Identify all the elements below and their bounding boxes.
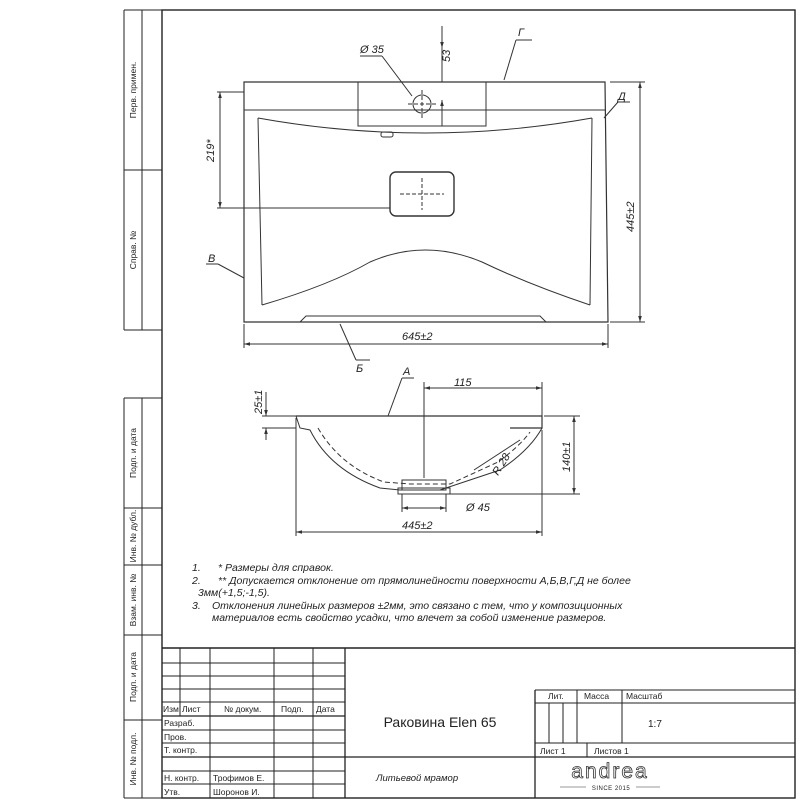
title-block-text xyxy=(163,691,662,797)
side-label-perv-primen: Перв. примен. xyxy=(128,61,138,119)
masshtab-label: Масштаб xyxy=(626,691,663,701)
massa-label: Масса xyxy=(584,691,610,701)
leader-g xyxy=(504,40,516,80)
note-2-num: 2. xyxy=(192,575,201,587)
basin-front-curve xyxy=(262,250,590,305)
side-label-inv-podl: Инв. № подл. xyxy=(128,732,138,786)
dim-25-label: 25±1 xyxy=(253,389,265,414)
lit-label: Лит. xyxy=(548,691,564,701)
dim-r28-label: R 28 xyxy=(490,451,513,478)
note-2-text-1: ** Допускается отклонение от прямолинейности поверхности А,Б,В,Г,Д не более xyxy=(218,575,631,587)
col-podp: Подп. xyxy=(281,704,304,714)
note-3-num: 3. xyxy=(192,600,201,612)
note-1-num: 1. xyxy=(192,562,201,574)
side-label-podp-data-2: Подп. и дата xyxy=(128,651,138,703)
material-label: Литьевой мрамор xyxy=(376,773,459,784)
row-razrab: Разраб. xyxy=(164,718,195,728)
list-label: Лист 1 xyxy=(540,746,566,756)
basin-left-wall xyxy=(258,118,262,305)
label-v: В xyxy=(208,253,216,265)
leader-v xyxy=(218,264,244,278)
side-label-inv-dubl: Инв. № дубл. xyxy=(128,509,138,563)
dim-hole-label: Ø 35 xyxy=(360,44,384,56)
listov-label: Листов 1 xyxy=(594,746,629,756)
label-a: А xyxy=(403,366,411,378)
top-view xyxy=(206,26,645,360)
dim-45-label: Ø 45 xyxy=(466,502,490,514)
scale-value: 1:7 xyxy=(648,719,662,730)
drawing-title: Раковина Elen 65 xyxy=(383,714,497,730)
dim-445-label: 445±2 xyxy=(625,201,637,232)
side-profile-outer xyxy=(296,416,542,490)
front-ledge xyxy=(300,316,546,322)
sheet-frame xyxy=(124,10,795,798)
basin-outline xyxy=(244,82,608,322)
col-data: Дата xyxy=(316,704,335,714)
leader-d xyxy=(604,102,618,118)
label-b: Б xyxy=(356,363,364,375)
col-izm: Изм. xyxy=(163,704,182,714)
col-dokum: № докум. xyxy=(224,704,262,714)
note-1-text: * Размеры для справок. xyxy=(218,562,334,574)
side-profile-top xyxy=(296,416,542,428)
dim-53-label: 53 xyxy=(441,49,453,62)
note-3-text-1: Отклонения линейных размеров ±2мм, это связано с тем, что у композиционных xyxy=(212,600,623,612)
side-label-sprav-no: Справ. № xyxy=(128,230,138,270)
dim-219-label: 219* xyxy=(205,139,217,162)
row-tkontr: Т. контр. xyxy=(164,745,198,755)
nkontr-name: Трофимов Е. xyxy=(213,773,265,783)
top-view-labels xyxy=(205,27,637,375)
label-d: Д xyxy=(618,91,626,103)
leader-hole xyxy=(382,56,412,96)
andrea-logo xyxy=(560,760,660,792)
col-list: Лист xyxy=(182,704,201,714)
logo-text: andrea xyxy=(571,760,649,783)
leader-a xyxy=(388,378,402,416)
basin-right-wall xyxy=(590,118,592,305)
note-3-text-2: материалов есть свойство усадки, что влечет за собой изменение размеров. xyxy=(212,612,607,624)
row-prov: Пров. xyxy=(164,732,187,742)
label-g: Г xyxy=(518,27,524,39)
dim-645-label: 645±2 xyxy=(402,331,433,343)
utv-name: Шоронов И. xyxy=(213,787,260,797)
note-2-text-2: 3мм(+1,5;-1,5). xyxy=(198,587,270,599)
row-nkontr: Н. контр. xyxy=(164,773,200,783)
dim-115-label: 115 xyxy=(454,377,472,389)
dim-140-label: 140±1 xyxy=(561,441,573,472)
row-utv: Утв. xyxy=(164,787,181,797)
side-view xyxy=(262,378,580,536)
side-label-vzam-inv: Взам. инв. № xyxy=(128,573,138,627)
side-label-podp-data-1: Подп. и дата xyxy=(128,427,138,479)
dim-445-side-label: 445±2 xyxy=(402,520,433,532)
logo-since: SINCE 2015 xyxy=(591,786,631,792)
leader-b xyxy=(340,324,356,360)
notes xyxy=(191,562,631,624)
side-view-labels xyxy=(253,366,573,532)
